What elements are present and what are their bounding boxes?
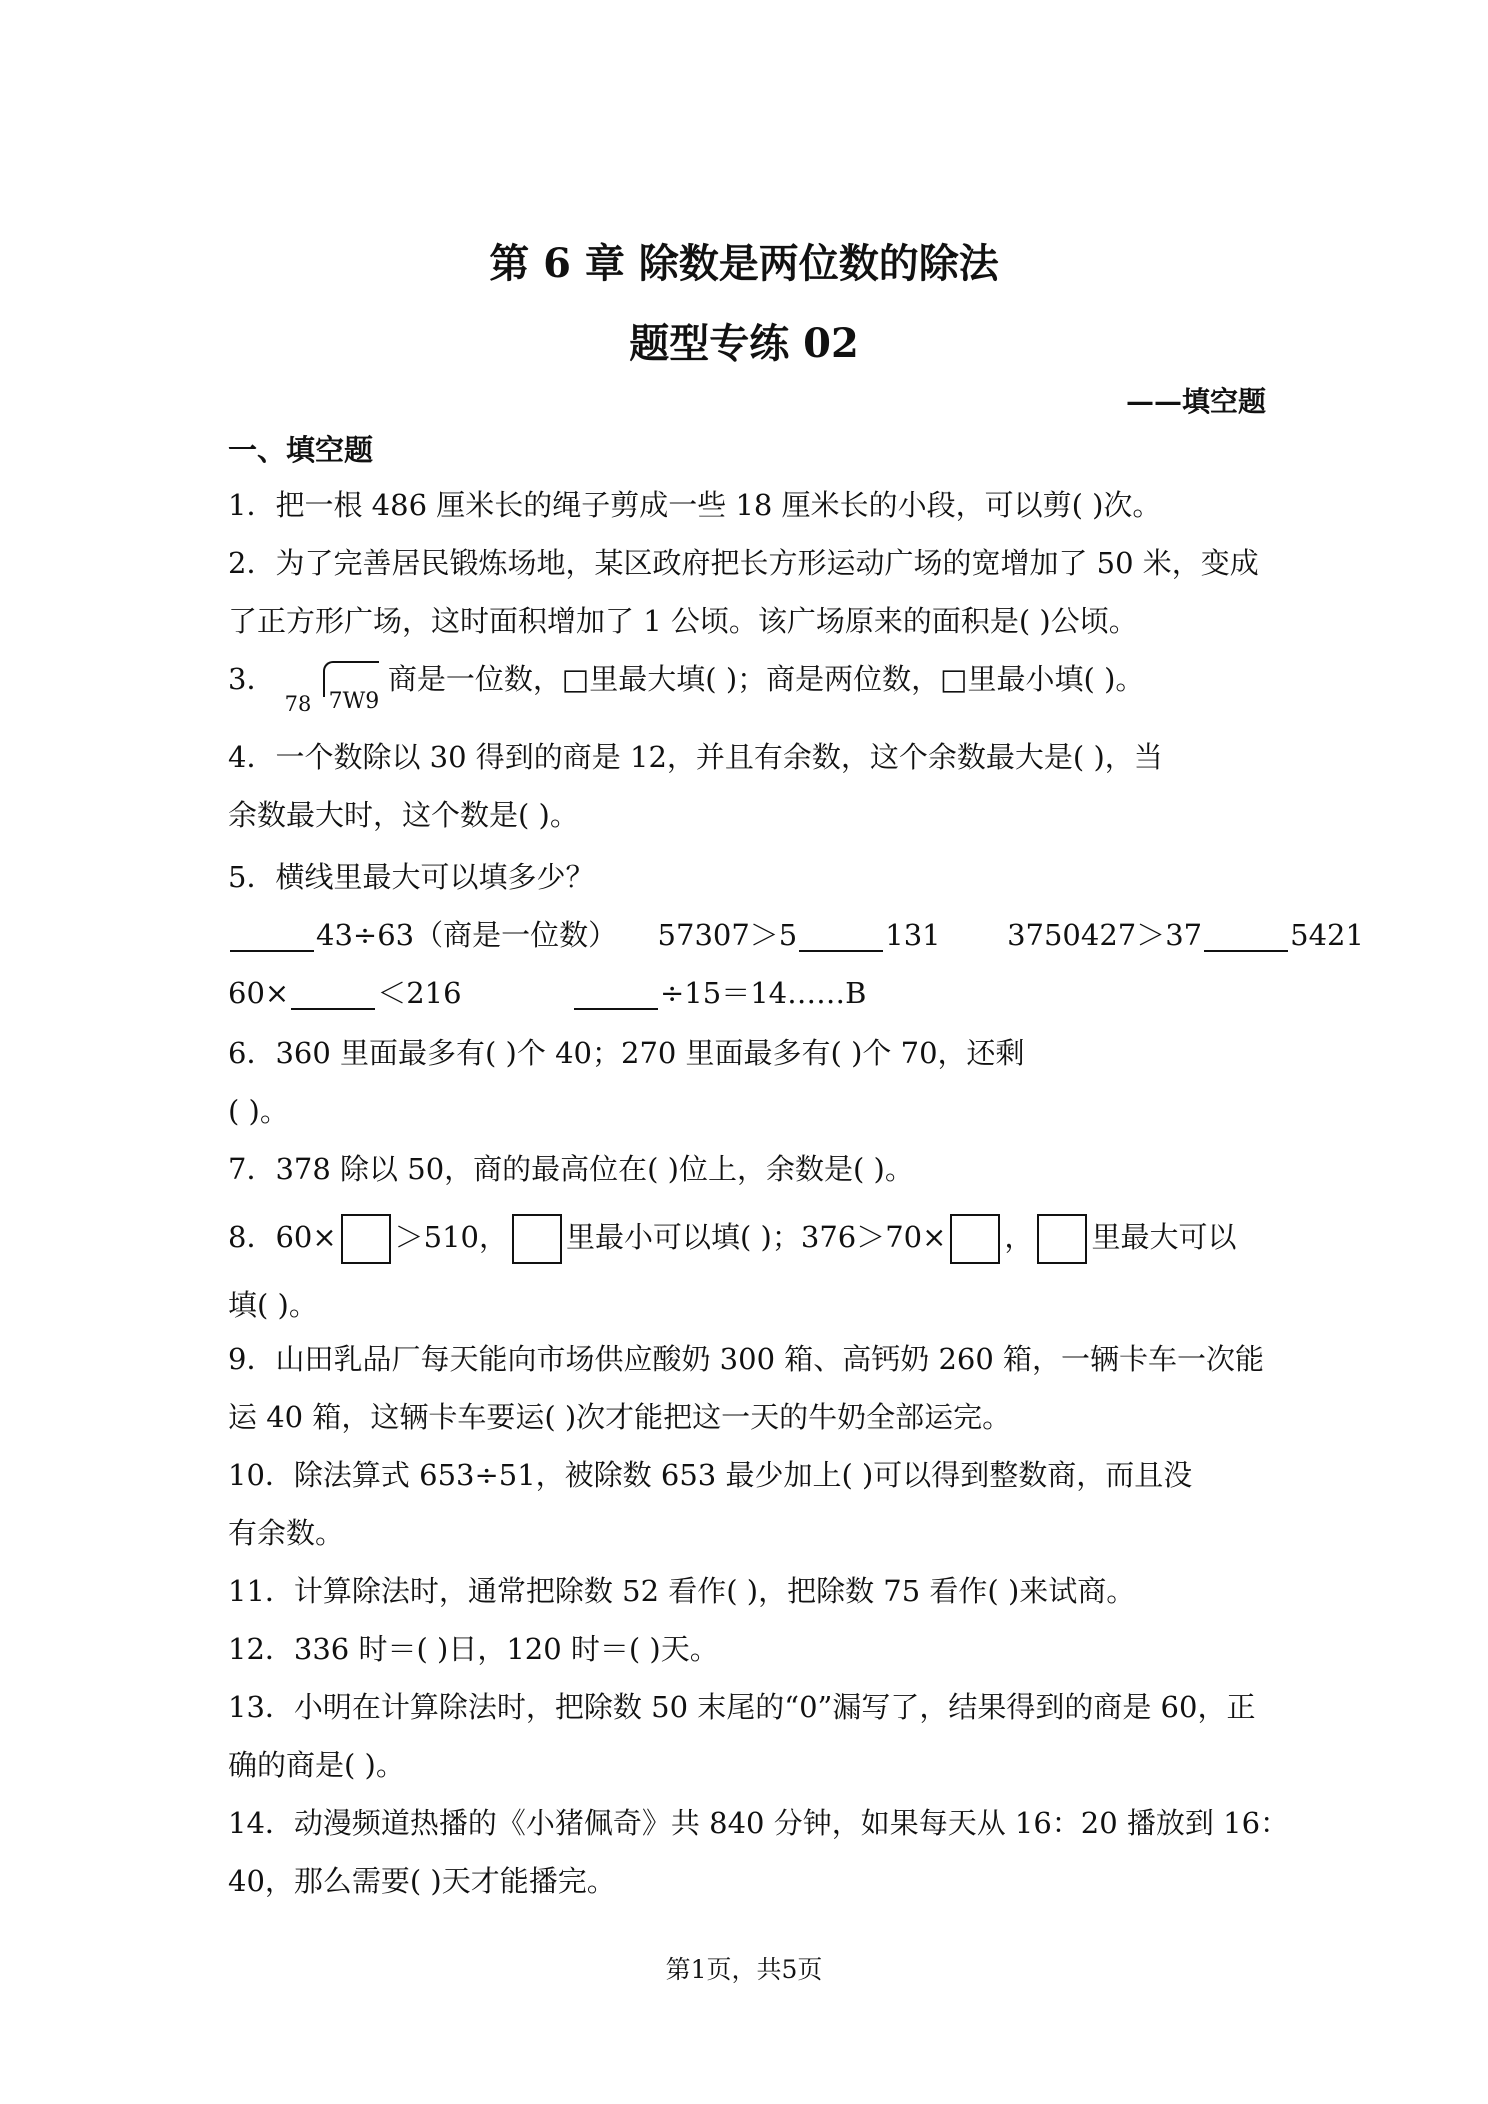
question-7 xyxy=(228,1140,1278,1198)
dividend: 7W9 xyxy=(328,689,380,714)
question-5-line-3 xyxy=(228,964,1278,1022)
page-footer: 第1页，共5页 xyxy=(665,1955,823,1984)
q8-part-a: 8．60× xyxy=(228,1220,337,1254)
question-6 xyxy=(228,1024,1278,1140)
question-9-line-1: 9．山田乳品厂每天能向市场供应酸奶 300 箱、高钙奶 260 箱，一辆卡车一次能 xyxy=(228,1342,1265,1376)
divisor: 78 xyxy=(284,692,312,716)
question-11-text: 11．计算除法时，通常把除数 52 看作( )，把除数 75 看作( )来试商。 xyxy=(228,1574,1136,1608)
q8-part-e: 里最大可以 xyxy=(1091,1220,1237,1254)
question-4 xyxy=(228,728,1278,844)
question-3-line xyxy=(228,650,1278,716)
answer-box xyxy=(1037,1214,1087,1264)
q5-expression-c1: 3750427＞37 xyxy=(1007,918,1203,952)
question-12 xyxy=(228,1620,1278,1678)
question-3-number: 3． xyxy=(228,662,276,696)
answer-underline xyxy=(1204,920,1288,952)
question-14 xyxy=(228,1794,1290,1910)
question-6-line-1: 6．360 里面最多有( )个 40；270 里面最多有( )个 70，还剩 xyxy=(228,1036,1025,1070)
question-2-line-1: 2．为了完善居民锻炼场地，某区政府把长方形运动广场的宽增加了 50 米，变成 xyxy=(228,546,1259,580)
answer-box xyxy=(512,1214,562,1264)
section-heading: 一、填空题 xyxy=(228,433,374,467)
question-9 xyxy=(228,1330,1278,1446)
question-10 xyxy=(228,1446,1278,1562)
question-13-line-1: 13．小明在计算除法时，把除数 50 末尾的“0”漏写了，结果得到的商是 60，正 xyxy=(228,1690,1256,1724)
question-4-line-1: 4．一个数除以 30 得到的商是 12，并且有余数，这个余数最大是( )，当 xyxy=(228,740,1163,774)
question-8 xyxy=(228,1208,1278,1334)
page-title: 第 6 章 除数是两位数的除法 xyxy=(489,240,999,287)
question-3 xyxy=(228,650,1278,716)
answer-underline xyxy=(574,978,658,1010)
question-5-line-2 xyxy=(228,906,1364,964)
question-13 xyxy=(228,1678,1278,1794)
question-9-line-2: 运 40 箱，这辆卡车要运( )次才能把这一天的牛奶全部运完。 xyxy=(228,1400,1012,1434)
q5-expression-b2: 131 xyxy=(885,918,941,952)
question-12-text: 12．336 时＝( )日，120 时＝( )天。 xyxy=(228,1632,719,1666)
question-14-line-1: 14．动漫频道热播的《小猪佩奇》共 840 分钟，如果每天从 16：20 播放到 16： xyxy=(228,1806,1290,1840)
q5-expression-c2: 5421 xyxy=(1290,918,1364,952)
question-8-line-1 xyxy=(228,1208,1278,1266)
answer-underline xyxy=(799,920,883,952)
question-8-line-2: 填( )。 xyxy=(228,1288,318,1322)
q5-expression-d2: ＜216 xyxy=(377,976,462,1010)
long-division-figure xyxy=(284,661,380,716)
question-1-text: 1．把一根 486 厘米长的绳子剪成一些 18 厘米长的小段，可以剪( )次。 xyxy=(228,488,1162,522)
question-5 xyxy=(228,848,1364,1022)
q8-part-b: ＞510， xyxy=(394,1220,509,1254)
answer-underline xyxy=(291,978,375,1010)
question-2-line-2: 了正方形广场，这时面积增加了 1 公顷。该广场原来的面积是( )公顷。 xyxy=(228,604,1138,638)
question-type-label: ——填空题 xyxy=(1125,385,1266,418)
answer-box xyxy=(950,1214,1000,1264)
question-13-line-2: 确的商是( )。 xyxy=(228,1748,405,1782)
q5-expression-e: ÷15＝14……B xyxy=(660,976,867,1010)
question-1 xyxy=(228,476,1278,534)
question-5-line-1: 5．横线里最大可以填多少？ xyxy=(228,860,595,894)
answer-box xyxy=(341,1214,391,1264)
q5-expression-b1: 57307＞5 xyxy=(657,918,798,952)
page-subtitle: 题型专练 02 xyxy=(629,320,859,367)
q8-part-d: ， xyxy=(1004,1220,1034,1254)
answer-underline xyxy=(230,920,314,952)
question-14-line-2: 40，那么需要( )天才能播完。 xyxy=(228,1864,616,1898)
q5-expression-a: 43÷63（商是一位数） xyxy=(316,918,618,952)
question-3-text: 商是一位数，□里最大填( )；商是两位数，□里最小填( )。 xyxy=(387,662,1145,696)
question-6-line-2: ( )。 xyxy=(228,1094,289,1128)
question-10-line-2: 有余数。 xyxy=(228,1516,345,1550)
question-2 xyxy=(228,534,1278,650)
question-7-text: 7．378 除以 50，商的最高位在( )位上，余数是( )。 xyxy=(228,1152,914,1186)
q5-expression-d1: 60× xyxy=(228,976,290,1010)
question-4-line-2: 余数最大时，这个数是( )。 xyxy=(228,798,579,832)
q8-part-c: 里最小可以填( )；376＞70× xyxy=(566,1220,947,1254)
question-11 xyxy=(228,1562,1278,1620)
question-10-line-1: 10．除法算式 653÷51，被除数 653 最少加上( )可以得到整数商，而且没 xyxy=(228,1458,1193,1492)
